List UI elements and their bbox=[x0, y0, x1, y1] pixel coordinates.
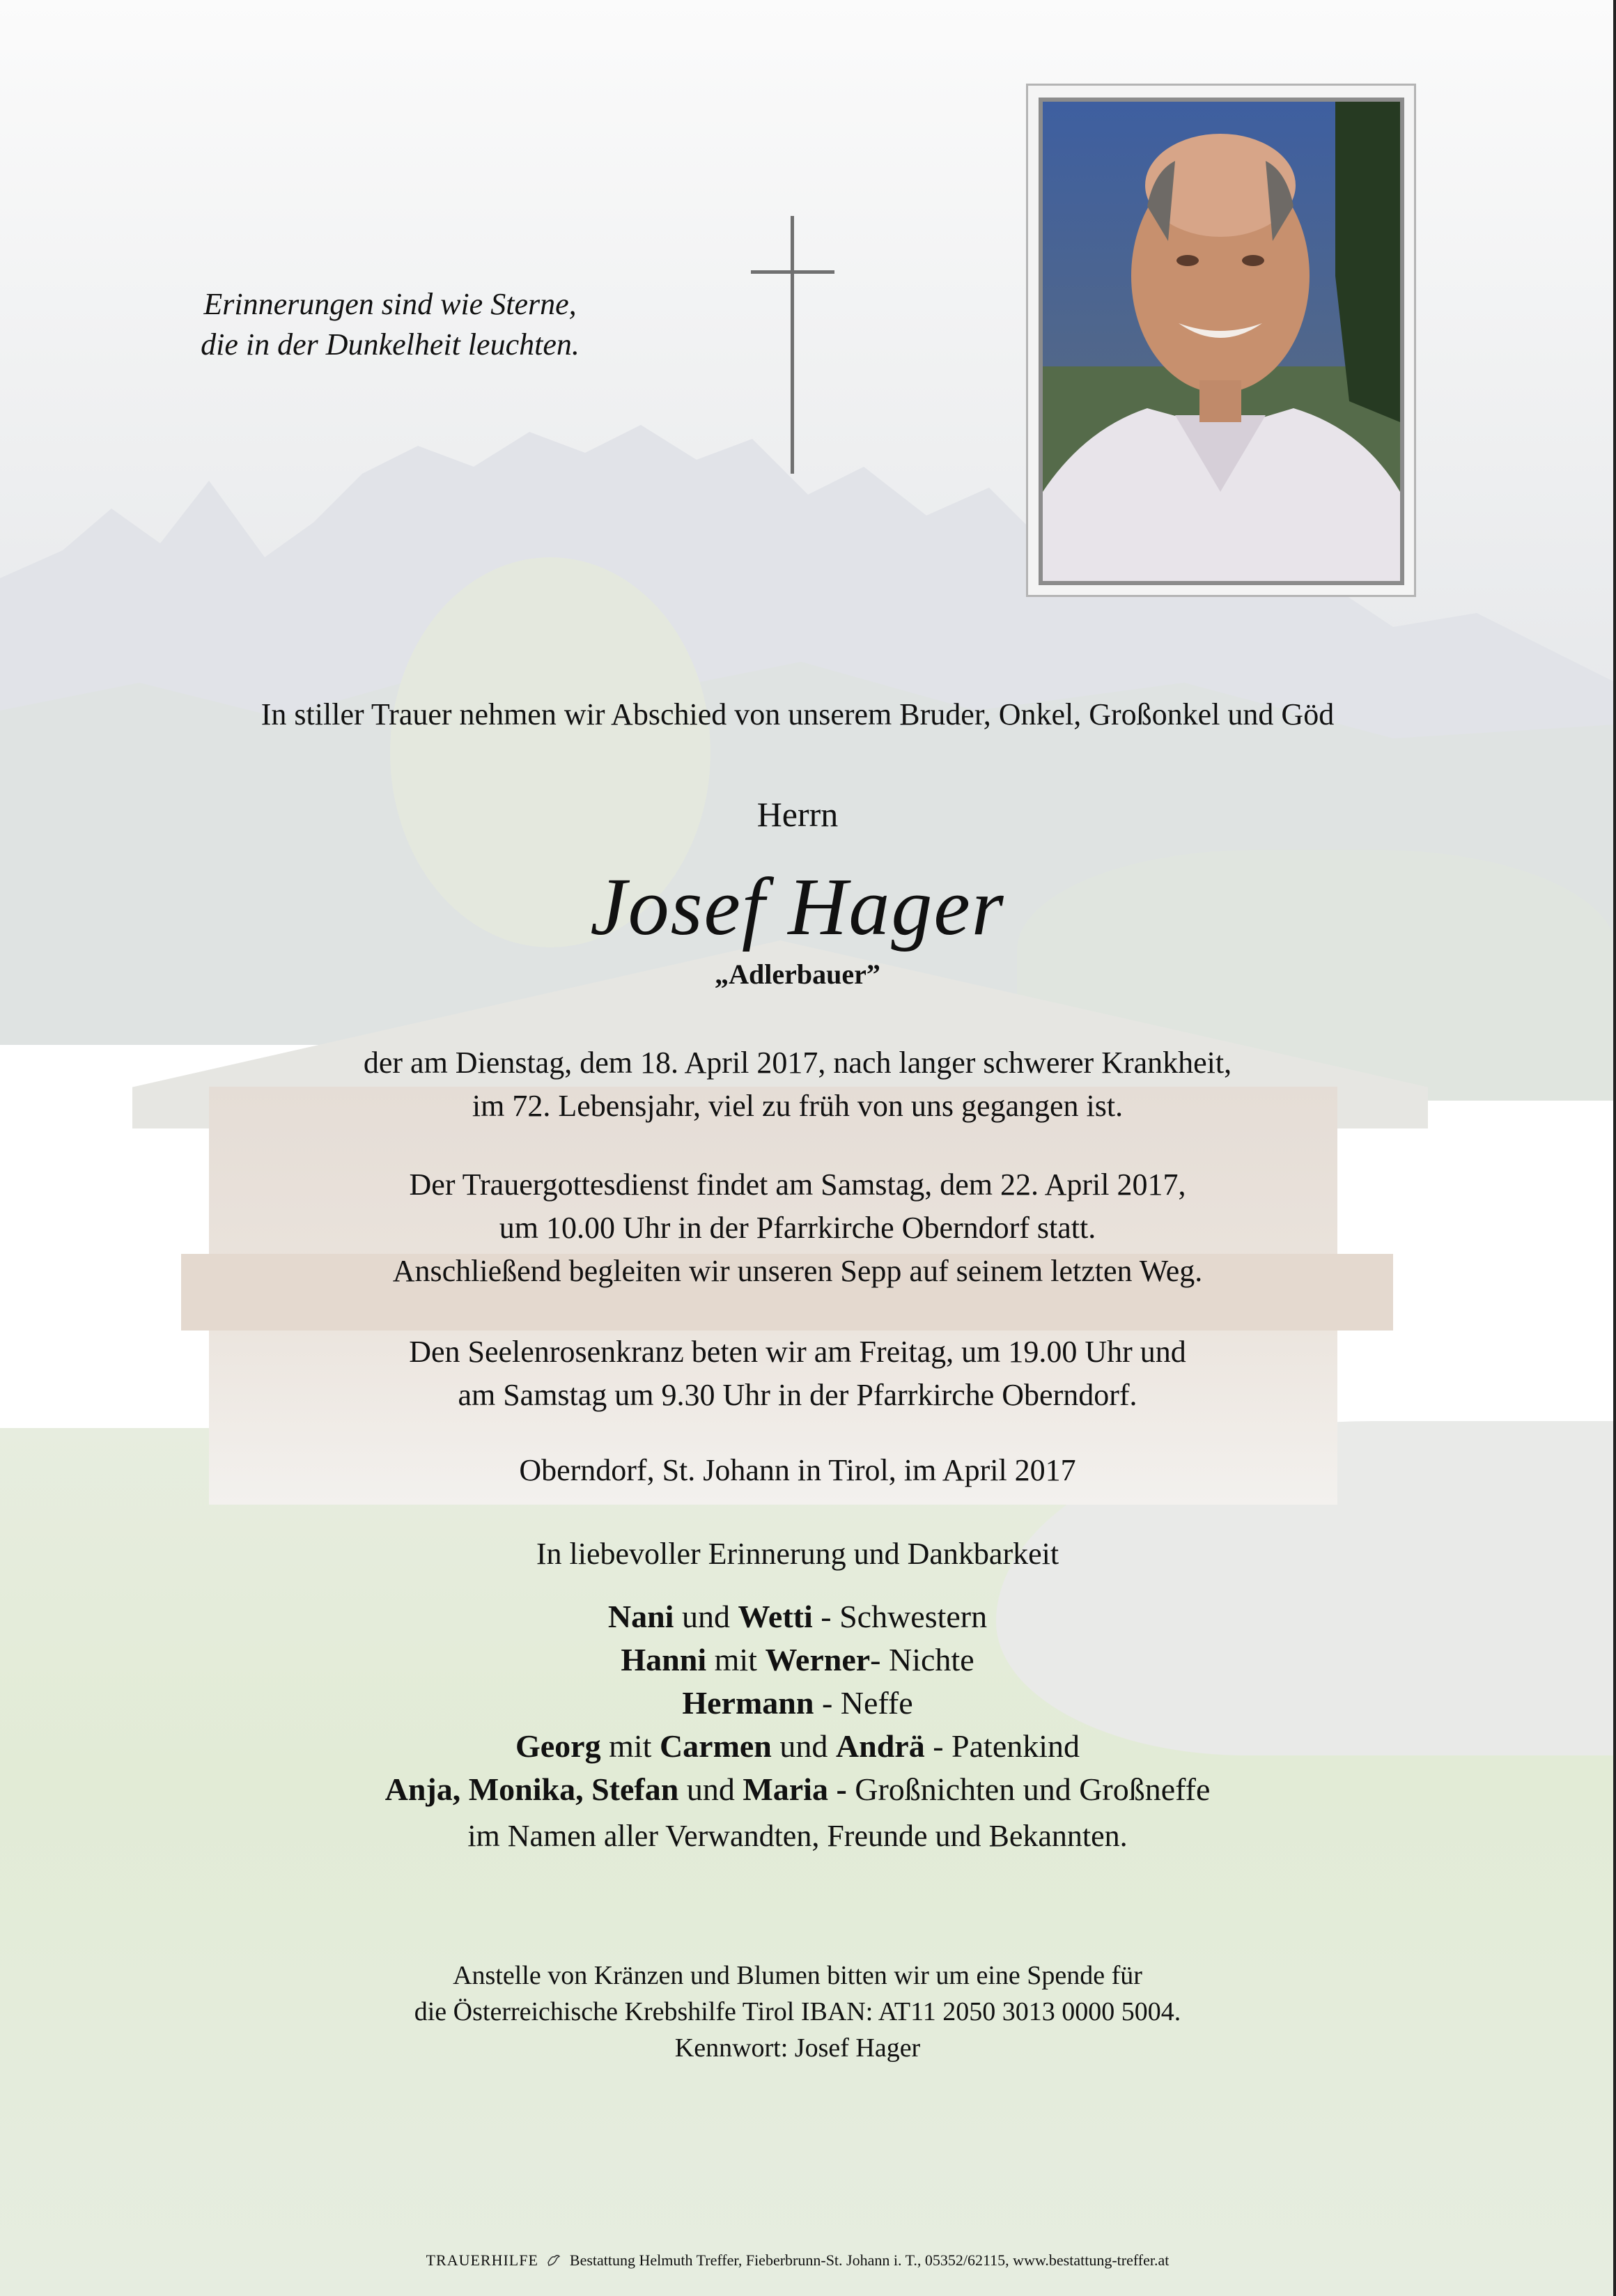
service-line-3: Anschließend begleiten wir unseren Sepp auf seinem letzten Weg. bbox=[392, 1254, 1203, 1288]
mourner-relation: - Neffe bbox=[814, 1685, 913, 1721]
mourner-name: Werner bbox=[765, 1642, 871, 1677]
funeral-service bbox=[0, 1163, 1595, 1293]
place-date: Oberndorf, St. Johann in Tirol, im April 2017 bbox=[519, 1453, 1076, 1487]
mourner-name: Georg bbox=[515, 1728, 601, 1764]
mourners-list bbox=[0, 1595, 1595, 1811]
donation-line-1: Anstelle von Kränzen und Blumen bitten wir um eine Spende für bbox=[453, 1961, 1142, 1990]
mourner-relation: - Nichte bbox=[870, 1642, 974, 1677]
rosary-line-1: Den Seelenrosenkranz beten wir am Freitag, um 19.00 Uhr und bbox=[409, 1335, 1186, 1369]
footer bbox=[0, 2251, 1595, 2270]
service-line-2: um 10.00 Uhr in der Pfarrkirche Oberndorf statt. bbox=[499, 1211, 1096, 1245]
service-line-1: Der Trauergottesdienst findet am Samstag, dem 22. April 2017, bbox=[409, 1168, 1186, 1202]
mourner-line bbox=[0, 1595, 1595, 1638]
deceased-name: Josef Hager bbox=[590, 861, 1005, 952]
rosary-info bbox=[0, 1331, 1595, 1417]
salutation: Herrn bbox=[756, 795, 839, 834]
quote-line-1: Erinnerungen sind wie Sterne, bbox=[203, 287, 577, 321]
death-notice-line-1: der am Dienstag, dem 18. April 2017, nach langer schwerer Krankheit, bbox=[363, 1046, 1232, 1080]
death-notice bbox=[0, 1041, 1595, 1128]
mourner-relation: und bbox=[771, 1728, 836, 1764]
mourner-line bbox=[0, 1768, 1595, 1811]
mourner-relation: - Patenkind bbox=[924, 1728, 1080, 1764]
mourner-name: Nani bbox=[607, 1599, 674, 1634]
gratitude-line: In liebevoller Erinnerung und Dankbarkeit bbox=[536, 1537, 1059, 1571]
memorial-quote bbox=[125, 284, 655, 365]
mourner-line bbox=[0, 1682, 1595, 1725]
donation-request bbox=[0, 1957, 1595, 2066]
dove-icon bbox=[546, 2253, 561, 2268]
donation-line-3: Kennwort: Josef Hager bbox=[674, 2033, 921, 2063]
mourner-name: Carmen bbox=[659, 1728, 772, 1764]
death-notice-line-2: im 72. Lebensjahr, viel zu früh von uns gegangen ist. bbox=[472, 1089, 1124, 1123]
donation-line-2: die Österreichische Krebshilfe Tirol IBAN: AT11 2050 3013 0000 5004. bbox=[414, 1997, 1181, 2026]
mourner-line bbox=[0, 1638, 1595, 1682]
mourner-relation: mit bbox=[600, 1728, 660, 1764]
mourner-relation: - Schwestern bbox=[812, 1599, 988, 1634]
portrait-photo bbox=[1039, 98, 1404, 585]
footer-text: Bestattung Helmuth Treffer, Fieberbrunn-St. Johann i. T., 05352/62115, www.bestattung-treffer.at bbox=[569, 2251, 1170, 2269]
mourner-name: Andrä bbox=[835, 1728, 925, 1764]
mourner-line bbox=[0, 1725, 1595, 1768]
closing-line: im Namen aller Verwandten, Freunde und Bekannten. bbox=[467, 1819, 1128, 1853]
footer-brand: TRAUERHILFE bbox=[426, 2251, 538, 2269]
mourner-name: Maria - bbox=[743, 1771, 847, 1807]
mourner-relation: und bbox=[678, 1771, 743, 1807]
deceased-nickname: „Adlerbauer” bbox=[715, 959, 880, 990]
quote-line-2: die in der Dunkelheit leuchten. bbox=[201, 327, 580, 362]
mourner-name: Wetti bbox=[738, 1599, 813, 1634]
mourner-name: Hermann bbox=[682, 1685, 814, 1721]
mourner-relation: und bbox=[674, 1599, 738, 1634]
mourner-relation: mit bbox=[706, 1642, 766, 1677]
mourner-name: Hanni bbox=[621, 1642, 707, 1677]
cross-icon bbox=[751, 216, 834, 474]
mourner-relation: Großnichten und Großneffe bbox=[846, 1771, 1211, 1807]
intro-text: In stiller Trauer nehmen wir Abschied von unserem Bruder, Onkel, Großonkel und Göd bbox=[261, 697, 1335, 731]
mourner-name: Anja, Monika, Stefan bbox=[384, 1771, 679, 1807]
rosary-line-2: am Samstag um 9.30 Uhr in der Pfarrkirche Oberndorf. bbox=[458, 1378, 1137, 1412]
